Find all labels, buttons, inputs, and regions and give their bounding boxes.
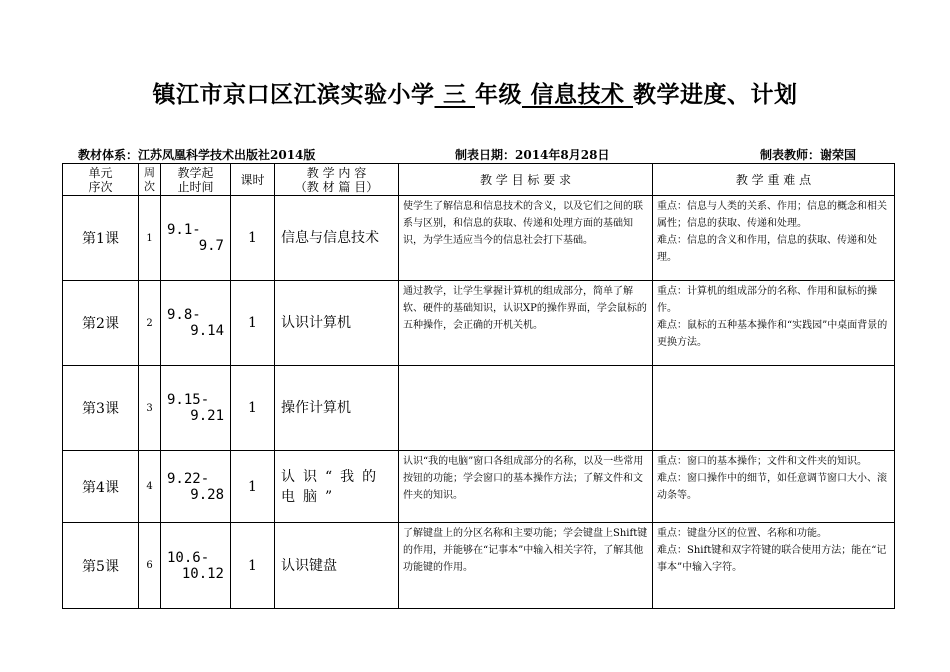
goals-cell: 了解键盘上的分区名称和主要功能；学会键盘上Shift键的作用，并能够在“记事本”中输入相关字符，了解其他功能键的作用。 xyxy=(399,523,653,609)
table-row xyxy=(63,196,895,281)
header-time: 教学起 止时间 xyxy=(161,164,231,196)
title-suffix: 教学进度、计划 xyxy=(633,81,798,108)
key-points-cell: 重点：窗口的基本操作；文件和文件夹的知识。 难点：窗口操作中的细节，如任意调节窗口大小、滚动条等。 xyxy=(653,451,895,523)
week-cell: 6 xyxy=(139,523,161,609)
header-unit: 单元 序次 xyxy=(63,164,139,196)
hours-cell: 1 xyxy=(231,451,275,523)
content-cell: 操作计算机 xyxy=(275,366,399,451)
hours-cell: 1 xyxy=(231,196,275,281)
header-content: 教 学 内 容 （教 材 篇 目） xyxy=(275,164,399,196)
key-points-cell xyxy=(653,366,895,451)
time-cell: 9.8- 9.14 xyxy=(161,281,231,366)
week-cell: 1 xyxy=(139,196,161,281)
schedule-table xyxy=(62,163,895,609)
page-title xyxy=(0,76,950,109)
hours-cell: 1 xyxy=(231,366,275,451)
content-cell: 认识键盘 xyxy=(275,523,399,609)
table-date: 制表日期：2014年8月28日 xyxy=(455,148,610,162)
lesson-cell: 第2课 xyxy=(63,281,139,366)
content-cell: 信息与信息技术 xyxy=(275,196,399,281)
textbook-info: 教材体系：江苏凤凰科学技术出版社2014版 xyxy=(78,148,316,162)
table-row xyxy=(63,523,895,609)
grade-value: 三 xyxy=(434,81,475,108)
lesson-cell: 第1课 xyxy=(63,196,139,281)
key-points-cell: 重点：计算机的组成部分的名称、作用和鼠标的操作。 难点：鼠标的五种基本操作和“实践园”中桌面背景的更换方法。 xyxy=(653,281,895,366)
time-cell: 10.6- 10.12 xyxy=(161,523,231,609)
week-cell: 3 xyxy=(139,366,161,451)
week-cell: 2 xyxy=(139,281,161,366)
goals-cell xyxy=(399,366,653,451)
time-cell: 9.22- 9.28 xyxy=(161,451,231,523)
key-points-cell: 重点：信息与人类的关系、作用；信息的概念和相关属性；信息的获取、传递和处理。 难点：信息的含义和作用，信息的获取、传递和处理。 xyxy=(653,196,895,281)
teacher-name: 制表教师：谢荣国 xyxy=(760,148,857,162)
goals-cell: 认识“我的电脑”窗口各组成部分的名称，以及一些常用按钮的功能；学会窗口的基本操作方法；了解文件和文件夹的知识。 xyxy=(399,451,653,523)
school-name: 镇江市京口区江滨实验小学 xyxy=(152,81,435,108)
lesson-cell: 第5课 xyxy=(63,523,139,609)
lesson-cell: 第3课 xyxy=(63,366,139,451)
grade-suffix: 年级 xyxy=(475,81,522,108)
header-goals: 教 学 目 标 要 求 xyxy=(399,164,653,196)
table-row xyxy=(63,451,895,523)
table-row xyxy=(63,366,895,451)
goals-cell: 使学生了解信息和信息技术的含义，以及它们之间的联系与区别，和信息的获取、传递和处理方面的基础知识，为学生适应当今的信息社会打下基础。 xyxy=(399,196,653,281)
lesson-cell: 第4课 xyxy=(63,451,139,523)
subject-value: 信息技术 xyxy=(522,81,634,108)
header-week: 周次 xyxy=(139,164,161,196)
week-cell: 4 xyxy=(139,451,161,523)
key-points-cell: 重点：键盘分区的位置、名称和功能。 难点：Shift键和双字符键的联合使用方法；能在“记事本”中输入字符。 xyxy=(653,523,895,609)
time-cell: 9.1- 9.7 xyxy=(161,196,231,281)
goals-cell: 通过教学，让学生掌握计算机的组成部分，简单了解软、硬件的基础知识，认识XP的操作界面，学会鼠标的五种操作，会正确的开机关机。 xyxy=(399,281,653,366)
table-row xyxy=(63,281,895,366)
hours-cell: 1 xyxy=(231,523,275,609)
hours-cell: 1 xyxy=(231,281,275,366)
header-hours: 课时 xyxy=(231,164,275,196)
content-cell: 认识“我的电脑” xyxy=(275,451,399,523)
header-key-points: 教 学 重 难 点 xyxy=(653,164,895,196)
header-row xyxy=(63,164,895,196)
time-cell: 9.15- 9.21 xyxy=(161,366,231,451)
content-cell: 认识计算机 xyxy=(275,281,399,366)
